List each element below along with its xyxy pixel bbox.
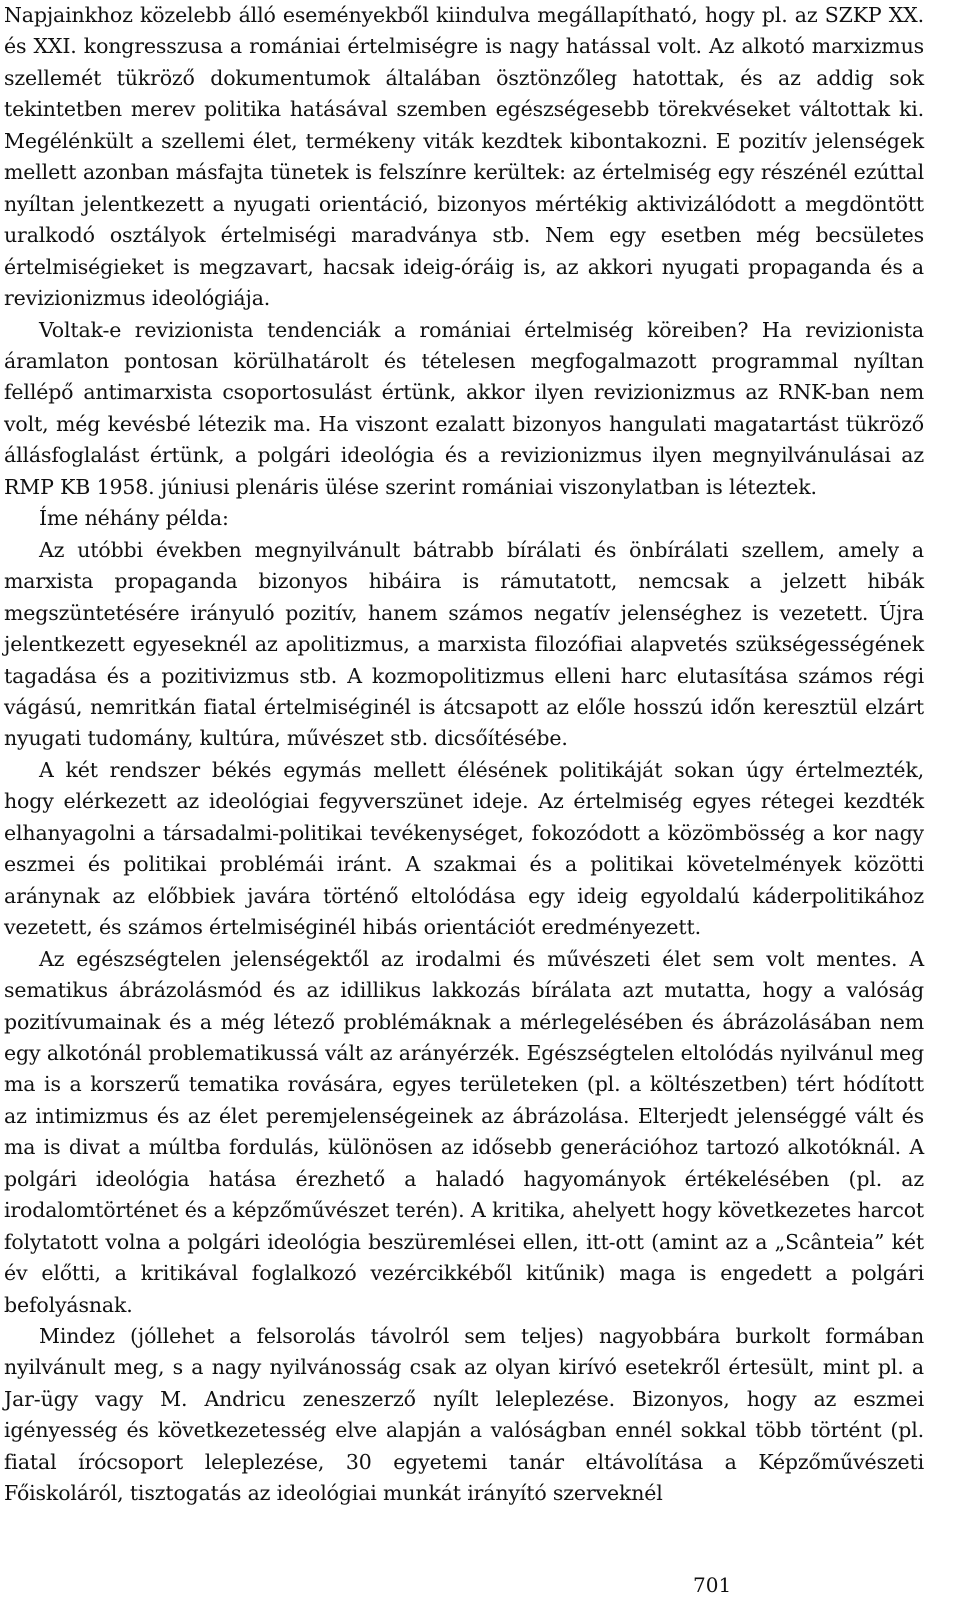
paragraph-continued: Napjainkhoz közelebb álló eseményekből kiindulva megállapítható, hogy pl. az SZKP XX. és XXI. kongresszusa a romániai értelmiségre is nagy hatással volt. Az alkotó marxizmus szellemét tükröző dokumentumok általában ösztönzőleg hatottak, és az addig sok tekintetben merev politika hatásával szemben egészségesebb törekvéseket váltottak ki. Megélénkült a szellemi élet, termékeny viták kezdtek kibontakozni. E pozitív jelenségek mellett azonban másfajta tünetek is felszínre kerültek: az értelmiség egy részénél ezúttal nyíltan jelentkezett a nyugati orientáció, bizonyos mértékig aktivizálódott a megdöntött uralkodó osztályok értelmiségi maradványa stb. Nem egy esetben még becsületes értelmiségieket is megzavart, hacsak ideig-óráig is, az akkori nyugati propaganda és a revizionizmus ideológiája. <box>4 3 924 311</box>
body-text <box>4 0 924 1510</box>
document-page <box>4 0 924 1560</box>
paragraph: Az egészségtelen jelenségektől az irodalmi és művészeti élet sem volt mentes. A sematikus ábrázolásmód és az idillikus lakkozás bírálata azt mutatta, hogy a valóság pozitívumainak és a még létező problémáknak a mérlegelésében és ábrázolásában nem egy alkotónál problematikussá vált az arányérzék. Egészségtelen eltolódás nyilvánul meg ma is a korszerű tematika rovására, egyes területeken (pl. a költészetben) tért hódított az intimizmus és az élet peremjelenségeinek az ábrázolása. Elterjedt jelenséggé vált és ma is divat a múltba fordulás, különösen az idősebb generációhoz tartozó alkotóknál. A polgári ideológia hatása érezhető a haladó hagyományok értékelésében (pl. az irodalomtörténet és a képzőművészet terén). A kritika, ahelyett hogy következetes harcot folytatott volna a polgári ideológia beszüremlései ellen, itt-ott (amint az a „Scânteia” két év előtti, a kritikával foglalkozó vezércikkéből kitűnik) maga is engedett a polgári befolyásnak. <box>4 946 924 1317</box>
page-number: 701 <box>693 1573 732 1597</box>
paragraph: Voltak-e revizionista tendenciák a romániai értelmiség köreiben? Ha revizionista áramlaton pontosan körülhatárolt és tételesen megfogalmazott programmal nyíltan fellépő antimarxista csoportosulást értünk, akkor ilyen revizionizmus az RNK-ban nem volt, még kevésbé létezik ma. Ha viszont ezalatt bizonyos hangulati magatartást tükröző állásfoglalást értünk, a polgári ideológia és a revizionizmus ilyen megnyilvánulásai az RMP KB 1958. júniusi plenáris ülése szerint romániai viszonylatban is léteztek. <box>4 317 924 499</box>
paragraph: A két rendszer békés egymás mellett élésének politikáját sokan úgy értelmezték, hogy elérkezett az ideológiai fegyverszünet ideje. Az értelmiség egyes rétegei kezdték elhanyagolni a társadalmi-politikai tevékenységet, fokozódott a közömbösség a kor nagy eszmei és politikai problémái iránt. A szakmai és a politikai követelmények közötti aránynak az előbbiek javára történő eltolódása egy ideig egyoldalú káderpolitikához vezetett, és számos értelmiséginél hibás orientációt eredményezett. <box>4 757 924 940</box>
paragraph: Az utóbbi években megnyilvánult bátrabb bírálati és önbírálati szellem, amely a marxista propaganda bizonyos hibáira is rámutatott, nemcsak a jelzett hibák megszüntetésére irányuló pozitív, hanem számos negatív jelenséghez is vezetett. Újra jelentkezett egyeseknél az apolitizmus, a marxista filozófiai alapvetés szükségességének tagadása és a pozitivizmus stb. A kozmopolitizmus elleni harc elutasítása számos régi vágású, nemritkán fiatal értelmiséginél is átcsapott az előle hosszú időn keresztül elzárt nyugati tudomány, kultúra, művészet stb. dicsőítésébe. <box>4 537 924 751</box>
paragraph: Íme néhány példa: <box>39 506 229 531</box>
paragraph: Mindez (jóllehet a felsorolás távolról sem teljes) nagyobbára burkolt formában nyilvánult meg, s a nagy nyilvánosság csak az olyan kirívó esetekről értesült, mint pl. a Jar-ügy vagy M. Andricu zeneszerző nyílt leleplezése. Bizonyos, hogy az eszmei igényesség és következetesség elve alapján a valóságban ennél sokkal több történt (pl. fiatal írócsoport leleplezése, 30 egyetemi tanár eltávolítása a Képzőművészeti Főiskoláról, tisztogatás az ideológiai munkát irányító szerveknél <box>4 1324 924 1506</box>
